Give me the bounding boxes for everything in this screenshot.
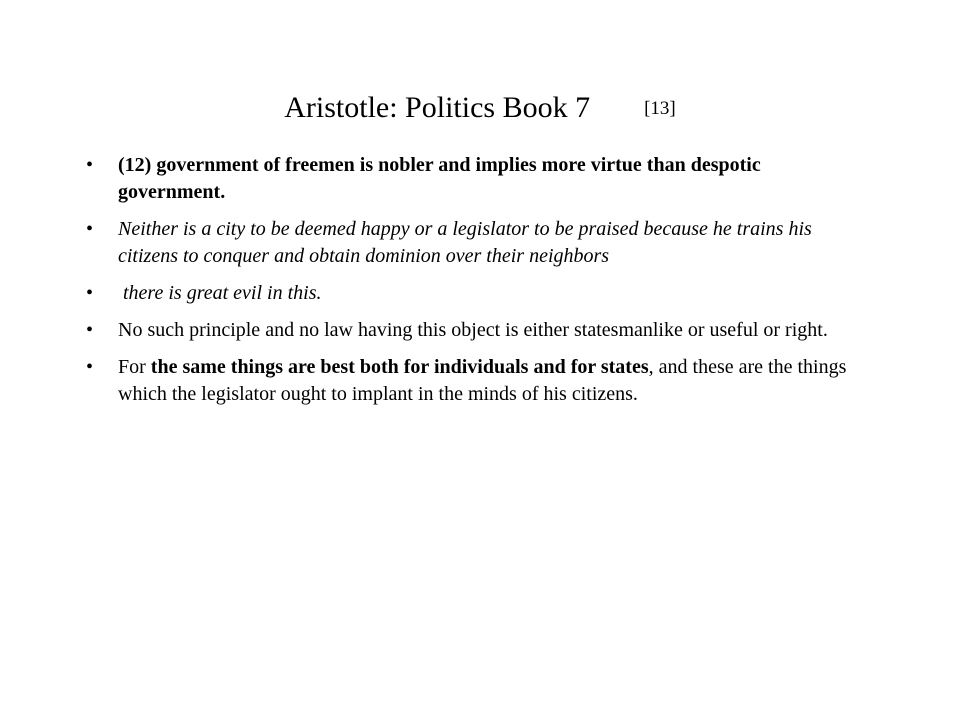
- bullet-dot: •: [86, 282, 94, 304]
- bullet-dot: •: [86, 319, 94, 341]
- bullet-text-bold: the same things are best both for individuals and for states: [150, 356, 649, 378]
- bullet-text: (12) government of freemen is nobler and implies more virtue than despotic government.: [118, 154, 761, 203]
- bullet-text: [118, 356, 846, 405]
- slide-number: [13]: [644, 98, 676, 119]
- bullet-item: [86, 354, 866, 408]
- bullet-text-after: , and these are the things which the legislator ought to implant in the minds of his citizens.: [118, 356, 847, 405]
- bullet-text: No such principle and no law having this object is either statesmanlike or useful or right.: [118, 319, 828, 341]
- bullet-item: [86, 280, 866, 307]
- bullet-item: [86, 317, 866, 344]
- bullet-text-before: For: [118, 356, 151, 378]
- bullet-text: there is great evil in this.: [118, 282, 322, 304]
- bullet-dot: •: [86, 218, 94, 240]
- bullet-item: [86, 216, 866, 270]
- slide-title: [0, 88, 960, 132]
- bullet-dot: •: [86, 356, 94, 378]
- bullet-list: [86, 152, 866, 418]
- bullet-item: [86, 152, 866, 206]
- slide-title-text: Aristotle: Politics Book 7: [284, 91, 591, 124]
- bullet-text: Neither is a city to be deemed happy or a legislator to be praised because he trains his citizens to conquer and obtain dominion over their neighbors: [118, 218, 812, 267]
- bullet-dot: •: [86, 154, 94, 176]
